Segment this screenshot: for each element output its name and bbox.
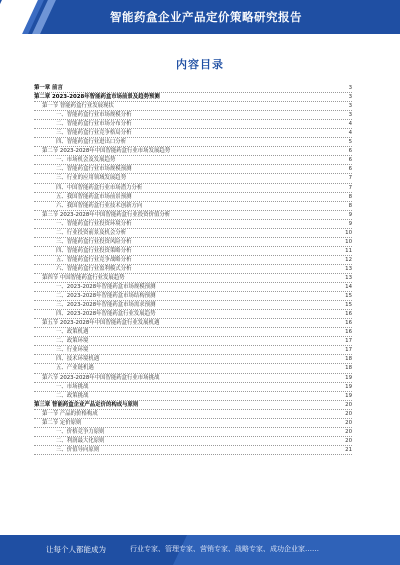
toc-entry-page: 19 xyxy=(345,374,352,381)
toc-entry-text: 六、我国智能药盒行业技术创新方向 xyxy=(56,202,143,209)
toc-entry[interactable] xyxy=(34,364,352,373)
toc-entry-text: 第三章 智能药盒企业产品定价的构成与原则 xyxy=(34,401,139,408)
toc-entry-text: 四、中国智能药盒行业市场潜力分析 xyxy=(56,184,143,191)
toc-entry-text: 六、智能药盒行业盈利模式分析 xyxy=(56,265,132,272)
toc-entry-page: 21 xyxy=(345,446,352,453)
toc-entry-text: 二、政策环境 xyxy=(56,338,89,345)
toc-entry[interactable] xyxy=(34,184,352,193)
toc-entry-text: 一、市场挑战 xyxy=(56,383,89,390)
toc-entry-text: 三、行业环境 xyxy=(56,347,89,354)
toc-entry-text: 第一节 产品的价格构成 xyxy=(42,410,98,417)
toc-entry-text: 第四节 中国智能药盒行业发展趋势 xyxy=(42,274,125,281)
table-of-contents xyxy=(34,84,352,455)
toc-entry-text: 一、价格竞争力原则 xyxy=(56,428,105,435)
toc-entry-text: 第五节 2023-2028年中国智能药盒行业发展机遇 xyxy=(42,320,160,327)
toc-entry-page: 11 xyxy=(345,247,352,254)
toc-entry-page: 7 xyxy=(348,184,352,191)
toc-entry[interactable] xyxy=(34,283,352,292)
toc-entry[interactable] xyxy=(34,292,352,301)
toc-entry[interactable] xyxy=(34,428,352,437)
page-header xyxy=(0,0,400,34)
toc-entry-text: 二、行业投资前景及机会分析 xyxy=(56,229,127,236)
toc-entry-page: 19 xyxy=(345,392,352,399)
toc-entry-page: 7 xyxy=(348,175,352,182)
toc-entry-text: 一、智能药盒行业投资环境分析 xyxy=(56,220,132,227)
toc-entry-page: 16 xyxy=(345,320,352,327)
toc-entry[interactable] xyxy=(34,211,352,220)
toc-entry-text: 第二节 定价原则 xyxy=(42,419,82,426)
toc-entry-text: 三、智能药盒行业投资风险分析 xyxy=(56,238,132,245)
toc-entry[interactable] xyxy=(34,120,352,129)
toc-entry[interactable] xyxy=(34,355,352,364)
toc-entry[interactable] xyxy=(34,346,352,355)
toc-entry-text: 一、智能药盒行业市场规模分析 xyxy=(56,112,132,119)
toc-entry-page: 20 xyxy=(345,401,352,408)
page-footer xyxy=(0,535,400,565)
toc-entry-page: 17 xyxy=(345,338,352,345)
toc-entry-page: 13 xyxy=(345,265,352,272)
toc-entry-page: 3 xyxy=(348,112,352,119)
toc-entry-text: 第六节 2023-2028年中国智能药盒行业市场挑战 xyxy=(42,374,160,381)
toc-entry-text: 第二节 2023-2028年中国智能药盒行业市场发展趋势 xyxy=(42,148,171,155)
toc-entry-page: 10 xyxy=(345,229,352,236)
toc-entry-page: 3 xyxy=(348,103,352,110)
toc-entry[interactable] xyxy=(34,256,352,265)
toc-entry[interactable] xyxy=(34,265,352,274)
toc-entry-text: 二、利润最大化原则 xyxy=(56,437,105,444)
toc-entry-text: 五、产业链机遇 xyxy=(56,365,94,372)
toc-entry[interactable] xyxy=(34,274,352,283)
report-title: 智能药盒企业产品定价策略研究报告 xyxy=(110,10,302,24)
toc-entry-page: 5 xyxy=(348,139,352,146)
toc-entry[interactable] xyxy=(34,156,352,165)
toc-entry-text: 一、市场机会及发展趋势 xyxy=(56,157,116,164)
toc-entry[interactable] xyxy=(34,229,352,238)
toc-entry[interactable] xyxy=(34,437,352,446)
toc-entry[interactable] xyxy=(34,247,352,256)
toc-entry-text: 四、智能药盒行业投资策略分析 xyxy=(56,247,132,254)
toc-entry-page: 9 xyxy=(348,220,352,227)
toc-entry[interactable] xyxy=(34,111,352,120)
toc-entry[interactable] xyxy=(34,193,352,202)
toc-entry-page: 13 xyxy=(345,274,352,281)
toc-entry[interactable] xyxy=(34,238,352,247)
toc-entry-page: 18 xyxy=(345,356,352,363)
toc-entry[interactable] xyxy=(34,129,352,138)
footer-slogan: 让每个人都能成为 xyxy=(46,545,106,554)
toc-entry[interactable] xyxy=(34,102,352,111)
footer-roles: 行业专家、管理专家、营销专家、战略专家、成功企业家…… xyxy=(130,545,319,553)
toc-entry-text: 四、智能药盒行业进出口分析 xyxy=(56,139,127,146)
toc-entry-page: 4 xyxy=(348,121,352,128)
toc-entry-page: 15 xyxy=(345,302,352,309)
toc-entry-page: 20 xyxy=(345,410,352,417)
toc-entry[interactable] xyxy=(34,392,352,401)
toc-entry-page: 3 xyxy=(348,94,352,101)
toc-entry-page: 6 xyxy=(348,157,352,164)
toc-entry-page: 20 xyxy=(345,437,352,444)
toc-entry-page: 14 xyxy=(345,284,352,291)
toc-entry-text: 一、2023-2028年智能药盒市场规模预测 xyxy=(56,284,156,291)
toc-entry-text: 三、行业的应用领域发展趋势 xyxy=(56,175,127,182)
toc-entry[interactable] xyxy=(34,174,352,183)
toc-entry[interactable] xyxy=(34,310,352,319)
toc-entry-text: 第二章 2023-2028年智能药盒市场前景及趋势预测 xyxy=(34,94,160,101)
toc-entry-text: 第三节 2023-2028年中国智能药盒行业投资价值分析 xyxy=(42,211,171,218)
toc-entry-page: 3 xyxy=(348,85,352,91)
toc-entry[interactable] xyxy=(34,419,352,428)
toc-entry[interactable] xyxy=(34,202,352,211)
toc-entry-text: 二、智能药盒行业市场规模预测 xyxy=(56,166,132,173)
toc-entry-text: 三、智能药盒行业竞争格局分析 xyxy=(56,130,132,137)
toc-entry[interactable] xyxy=(34,147,352,156)
toc-entry[interactable] xyxy=(34,220,352,229)
toc-entry[interactable] xyxy=(34,319,352,328)
toc-entry-text: 四、2023-2028年智能药盒行业发展趋势 xyxy=(56,311,156,318)
toc-entry-page: 12 xyxy=(345,256,352,263)
toc-title: 内容目录 xyxy=(176,58,224,71)
toc-entry-text: 三、2023-2028年智能药盒市场需求预测 xyxy=(56,302,156,309)
toc-entry[interactable] xyxy=(34,93,352,102)
toc-entry-text: 五、我国智能药盒市场前景预测 xyxy=(56,193,132,200)
toc-entry-page: 4 xyxy=(348,130,352,137)
toc-entry-page: 6 xyxy=(348,148,352,155)
toc-entry-page: 17 xyxy=(345,347,352,354)
toc-entry-text: 五、智能药盒行业竞争战略分析 xyxy=(56,256,132,263)
toc-entry-text: 四、技术环境机遇 xyxy=(56,356,100,363)
toc-entry-page: 16 xyxy=(345,311,352,318)
toc-entry-text: 第一章 前言 xyxy=(34,85,63,91)
toc-entry-text: 一、政策机遇 xyxy=(56,329,89,336)
toc-entry[interactable] xyxy=(34,446,352,455)
toc-entry-text: 二、政策挑战 xyxy=(56,392,89,399)
toc-entry-page: 15 xyxy=(345,293,352,300)
toc-entry-page: 6 xyxy=(348,166,352,173)
toc-entry-page: 18 xyxy=(345,365,352,372)
toc-entry-page: 8 xyxy=(348,193,352,200)
toc-entry[interactable] xyxy=(34,374,352,383)
toc-entry[interactable] xyxy=(34,84,352,93)
toc-entry-page: 20 xyxy=(345,428,352,435)
toc-entry-text: 二、2023-2028年智能药盒市场结构预测 xyxy=(56,293,156,300)
toc-entry[interactable] xyxy=(34,138,352,147)
toc-entry-text: 第一节 智能药盒行业发展现状 xyxy=(42,103,114,110)
toc-entry-page: 9 xyxy=(348,211,352,218)
toc-entry-page: 20 xyxy=(345,419,352,426)
toc-entry-page: 8 xyxy=(348,202,352,209)
toc-entry[interactable] xyxy=(34,165,352,174)
toc-entry-text: 三、价值导向原则 xyxy=(56,446,100,453)
toc-entry-page: 19 xyxy=(345,383,352,390)
toc-entry[interactable] xyxy=(34,301,352,310)
toc-entry-page: 16 xyxy=(345,329,352,336)
toc-entry-page: 10 xyxy=(345,238,352,245)
toc-entry[interactable] xyxy=(34,328,352,337)
toc-entry[interactable] xyxy=(34,401,352,410)
toc-entry[interactable] xyxy=(34,337,352,346)
toc-entry[interactable] xyxy=(34,410,352,419)
toc-entry-text: 二、智能药盒行业市场分布分析 xyxy=(56,121,132,128)
toc-entry[interactable] xyxy=(34,383,352,392)
